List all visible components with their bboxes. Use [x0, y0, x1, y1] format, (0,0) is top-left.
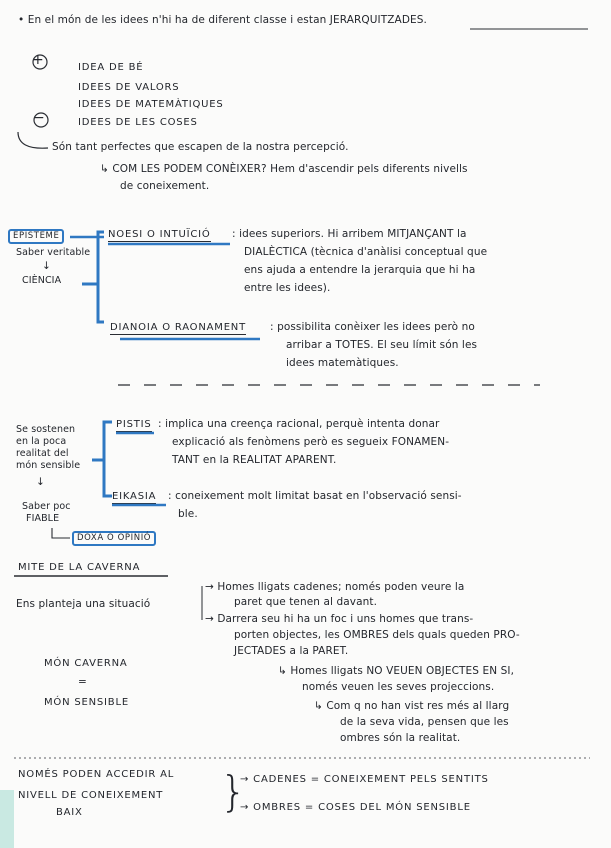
- caverna-item: ↳ Homes lligats NO VEUEN OBJECTES EN SI,: [278, 665, 515, 677]
- dianoia-text: : possibilita conèixer les idees però no: [270, 321, 475, 333]
- doxa-left-label: Se sostenen: [16, 424, 76, 435]
- eikasia-text: ble.: [178, 508, 198, 520]
- curve-arrow: [18, 132, 48, 148]
- caverna-item: → Darrera seu hi ha un foc i uns homes que trans-: [205, 613, 474, 625]
- doxa-left-label: realitat del: [16, 448, 69, 459]
- doxa-box: DOXA O OPINIÓ: [72, 531, 156, 546]
- pistis-text: : implica una creença racional, perquè intenta donar: [158, 418, 440, 430]
- noesi-text: ens ajuda a entendre la jerarquia que hi ha: [244, 264, 476, 276]
- noesi-text: : idees superiors. Hi arribem MITJANÇANT la: [232, 228, 467, 240]
- noesi-text: DIALÈCTICA (tècnica d'anàlisi conceptual que: [244, 246, 488, 258]
- episteme-box: EPISTEME: [8, 229, 64, 244]
- doxa-left-label: món sensible: [16, 460, 81, 471]
- pistis-text: explicació als fenòmens però es segueix FONAMEN-: [172, 436, 450, 448]
- eikasia-text: : coneixement molt limitat basat en l'observació sensi-: [168, 490, 462, 502]
- noesi-text: entre les idees).: [244, 282, 331, 294]
- caverna-item: de la seva vida, pensen que les: [340, 716, 509, 728]
- bottom-right-text: → OMBRES = COSES DEL MÓN SENSIBLE: [240, 802, 471, 813]
- perfect-line: Són tant perfectes que escapen de la nostra percepció.: [52, 141, 349, 153]
- idea-item: IDEES DE LES COSES: [78, 117, 198, 128]
- episteme-left-label: Saber veritable: [16, 247, 91, 258]
- caverna-item: → Homes lligats cadenes; només poden veure la: [205, 581, 465, 593]
- mon-caverna: MÓN CAVERNA: [44, 658, 128, 669]
- idea-item: IDEA DE BÉ: [78, 62, 144, 73]
- bottom-left-text: BAIX: [56, 807, 83, 818]
- noesi-title: NOESI O INTUÏCIÓ: [108, 229, 211, 240]
- episteme-left-label-2: CIÈNCIA: [22, 275, 62, 286]
- idea-item: IDEES DE MATEMÀTIQUES: [78, 99, 224, 110]
- idea-item: IDEES DE VALORS: [78, 82, 180, 93]
- intro-line: • En el món de les idees n'hi ha de diferent classe i estan JERARQUITZADES.: [18, 14, 427, 26]
- caverna-item: porten objectes, les OMBRES dels quals queden PRO-: [234, 629, 520, 641]
- caverna-item: ombres són la realitat.: [340, 732, 461, 744]
- doxa-bracket: [104, 422, 112, 496]
- page-edge-decoration: [0, 790, 14, 848]
- caverna-item: paret que tenen al davant.: [234, 596, 378, 608]
- caverna-item: només veuen les seves projeccions.: [302, 681, 495, 693]
- dianoia-text: arribar a TOTES. El seu límit són les: [286, 339, 478, 351]
- caverna-title: MITE DE LA CAVERNA: [18, 562, 141, 573]
- bottom-left-text: NOMÉS PODEN ACCEDIR AL: [18, 769, 175, 780]
- pistis-text: TANT en la REALITAT APARENT.: [172, 454, 337, 466]
- mon-sensible: MÓN SENSIBLE: [44, 697, 129, 708]
- eikasia-title: EIKASIA: [112, 491, 157, 502]
- saber-label: FIABLE: [26, 513, 60, 524]
- question-line-2: de coneixement.: [120, 180, 210, 192]
- caverna-item: ↳ Com q no han vist res més al llarg: [314, 700, 510, 712]
- bottom-left-text: NIVELL DE CONEIXEMENT: [18, 790, 164, 801]
- brace: }: [220, 767, 247, 816]
- minus-symbol: −: [33, 110, 45, 126]
- planteja-text: Ens planteja una situació: [16, 598, 151, 610]
- dianoia-text: idees matemàtiques.: [286, 357, 399, 369]
- pistis-title: PISTIS: [116, 419, 152, 430]
- down-arrow: ↓: [36, 476, 45, 488]
- doxa-left-label: en la poca: [16, 436, 67, 447]
- dianoia-title: DIANOIA O RAONAMENT: [110, 322, 246, 333]
- question-line: ↳ COM LES PODEM CONÈIXER? Hem d'ascendir pels diferents nivells: [100, 163, 468, 175]
- episteme-bracket: [98, 232, 104, 322]
- doxa-arrow: [52, 528, 70, 538]
- down-arrow: ↓: [42, 260, 51, 272]
- bottom-right-text: → CADENES = CONEIXEMENT PELS SENTITS: [240, 774, 489, 785]
- equals-sign: =: [78, 676, 87, 688]
- caverna-item: JECTADES a la PARET.: [234, 645, 349, 657]
- saber-label: Saber poc: [22, 501, 71, 512]
- plus-symbol: +: [32, 52, 44, 68]
